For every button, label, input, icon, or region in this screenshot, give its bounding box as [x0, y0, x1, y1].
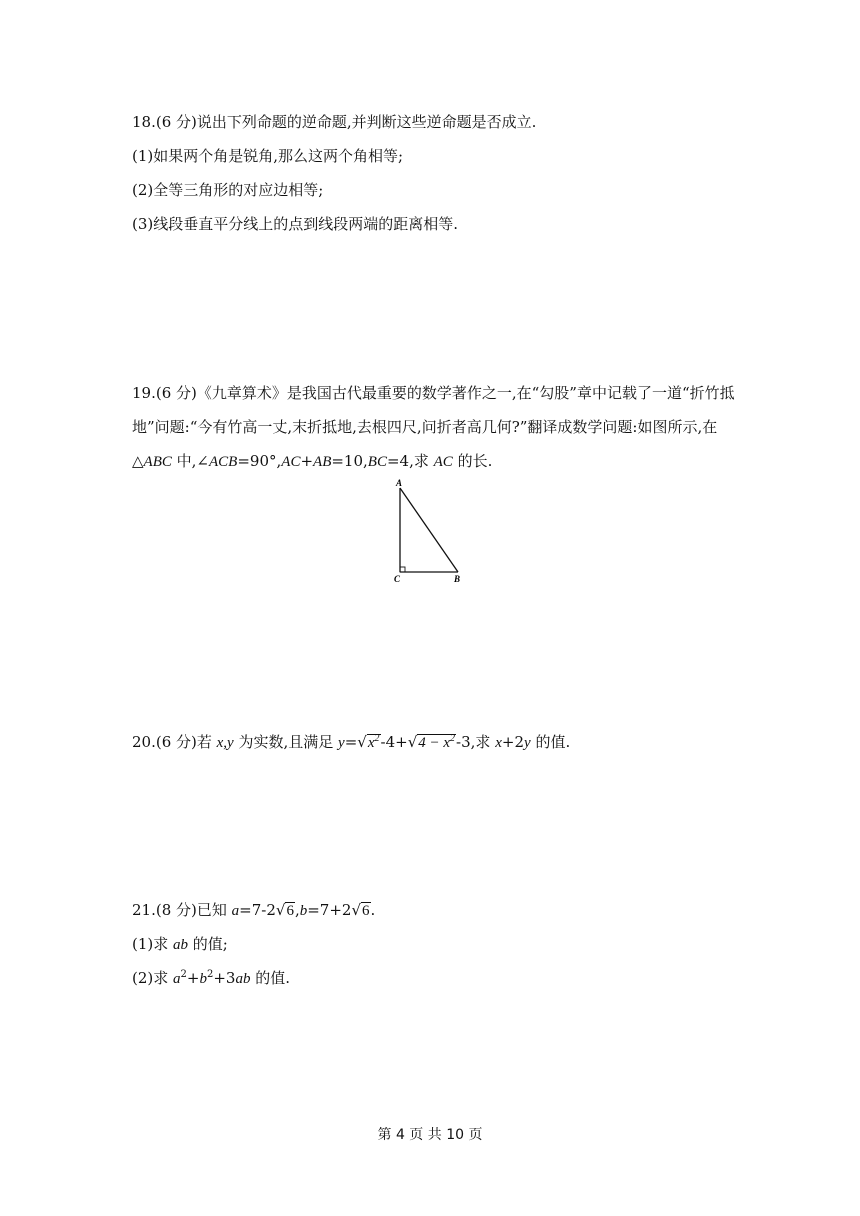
vertex-b-label: B — [454, 574, 461, 584]
q19-line-3: △ABC 中,∠ACB=90°,AC+AB=10,BC=4,求 AC 的长. — [132, 452, 493, 470]
q18-item-2: (2)全等三角形的对应边相等; — [132, 181, 324, 199]
q18-stem: 18.(6 分)说出下列命题的逆命题,并判断这些逆命题是否成立. — [132, 113, 537, 131]
q21-stem: 21.(8 分)已知 a=7-2√6,b=7+2√6. — [132, 901, 376, 919]
sqrt-expression-1: $√x^2$ — [357, 733, 380, 751]
right-triangle-figure — [388, 476, 468, 588]
vertex-a-label: A — [396, 478, 403, 488]
side-ab — [400, 488, 458, 572]
sqrt-expression-2: $√4 - x^2$ — [407, 733, 456, 751]
q20-stem: 20.(6 分)若 x,y 为实数,且满足 $y=√x^2-4+√4 - x^2-3$,求 x+2y 的值. — [132, 733, 571, 751]
page-footer: 第 4 页 共 10 页 — [377, 1127, 483, 1143]
q19-line-1: 19.(6 分)《九章算术》是我国古代最重要的数学著作之一,在“勾股”章中记载了一道“折竹抵 — [132, 384, 735, 402]
right-angle-mark — [400, 567, 405, 572]
vertex-c-label: C — [394, 574, 401, 584]
q18-item-3: (3)线段垂直平分线上的点到线段两端的距离相等. — [132, 215, 459, 233]
q21-item-1: (1)求 ab 的值; — [132, 935, 228, 953]
sqrt-six-a: √6 — [275, 901, 294, 919]
q21-item-2: (2)求 $a^2+b^2+3ab$ 的值. — [132, 969, 291, 987]
q18-item-1: (1)如果两个角是锐角,那么这两个角相等; — [132, 147, 404, 165]
sqrt-six-b: √6 — [351, 901, 370, 919]
q19-line-2: 地”问题:“今有竹高一丈,末折抵地,去根四尺,问折者高几何?”翻译成数学问题:如图所示,在 — [132, 418, 718, 436]
